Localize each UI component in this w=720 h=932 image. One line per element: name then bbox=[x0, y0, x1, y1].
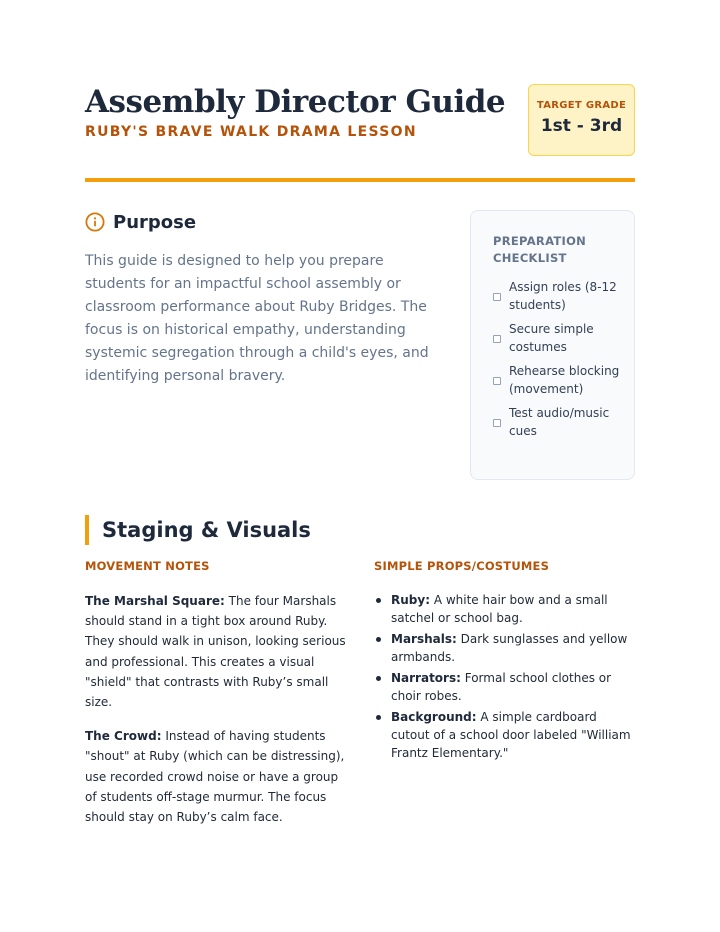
checklist-item bbox=[493, 405, 620, 440]
list-item bbox=[374, 591, 636, 627]
page-header bbox=[85, 84, 635, 184]
movement-note-text: Instead of having students "shout" at Ruby (which can be distressing), use recorded crowd noise or have a group of students off-stage murmur. The focus should stay on Ruby’s calm face. bbox=[85, 729, 345, 825]
info-icon bbox=[85, 212, 105, 232]
movement-note-label: The Crowd: bbox=[85, 729, 162, 744]
prop-text: A simple cardboard cutout of a school door labeled "William Frantz Elementary." bbox=[391, 710, 631, 760]
prop-text: Dark sunglasses and yellow armbands. bbox=[391, 632, 628, 664]
page-subtitle: RUBY'S BRAVE WALK DRAMA LESSON bbox=[85, 124, 417, 140]
checklist-item bbox=[493, 321, 620, 356]
checkbox[interactable] bbox=[493, 293, 501, 301]
purpose-section bbox=[85, 210, 445, 388]
checklist-item-label: Test audio/music cues bbox=[509, 406, 610, 438]
props-costumes-column bbox=[374, 559, 636, 765]
movement-note bbox=[85, 726, 353, 827]
list-item bbox=[374, 669, 636, 705]
purpose-text: This guide is designed to help you prepare students for an impactful school assembly or classroom performance about Ruby Bridges. The focus is on historical empathy, understanding systemic segregation through a child's eyes, and identifying personal bravery. bbox=[85, 253, 429, 384]
props-costumes-heading: SIMPLE PROPS/COSTUMES bbox=[374, 559, 550, 573]
checkbox[interactable] bbox=[493, 377, 501, 385]
checklist-item bbox=[493, 363, 620, 398]
checklist-item-label: Rehearse blocking (movement) bbox=[509, 364, 620, 396]
prop-text: A white hair bow and a small satchel or school bag. bbox=[391, 593, 608, 625]
target-grade-label: TARGET GRADE bbox=[536, 100, 627, 111]
header-divider bbox=[85, 178, 635, 182]
checkbox[interactable] bbox=[493, 419, 501, 427]
list-item bbox=[374, 708, 636, 762]
movement-note bbox=[85, 591, 353, 712]
checklist-title: PREPARATION CHECKLIST bbox=[493, 234, 587, 265]
target-grade-value: 1st - 3rd bbox=[540, 116, 623, 136]
checkbox[interactable] bbox=[493, 335, 501, 343]
checklist-item bbox=[493, 279, 620, 314]
movement-notes-column bbox=[85, 559, 353, 841]
preparation-checklist bbox=[470, 210, 635, 480]
movement-note-text: The four Marshals should stand in a tight box around Ruby. They should walk in unison, looking serious and professional. This creates a visual "shield" that contrasts with Ruby’s small size. bbox=[85, 594, 346, 710]
page-title: Assembly Director Guide bbox=[85, 84, 506, 120]
prop-label: Narrators: bbox=[391, 671, 461, 685]
prop-label: Background: bbox=[391, 710, 477, 724]
staging-title: Staging & Visuals bbox=[102, 518, 311, 542]
props-list bbox=[374, 591, 636, 762]
movement-notes-heading: MOVEMENT NOTES bbox=[85, 559, 210, 573]
prop-label: Ruby: bbox=[391, 593, 430, 607]
checklist-item-label: Secure simple costumes bbox=[509, 322, 594, 354]
checklist-item-label: Assign roles (8-12 students) bbox=[509, 280, 617, 312]
purpose-heading bbox=[85, 210, 445, 234]
prop-label: Marshals: bbox=[391, 632, 457, 646]
target-grade-badge bbox=[528, 84, 635, 156]
prop-text: Formal school clothes or choir robes. bbox=[391, 671, 612, 703]
movement-note-label: The Marshal Square: bbox=[85, 594, 225, 608]
list-item bbox=[374, 630, 636, 666]
purpose-title: Purpose bbox=[113, 211, 197, 233]
staging-heading bbox=[85, 515, 311, 545]
